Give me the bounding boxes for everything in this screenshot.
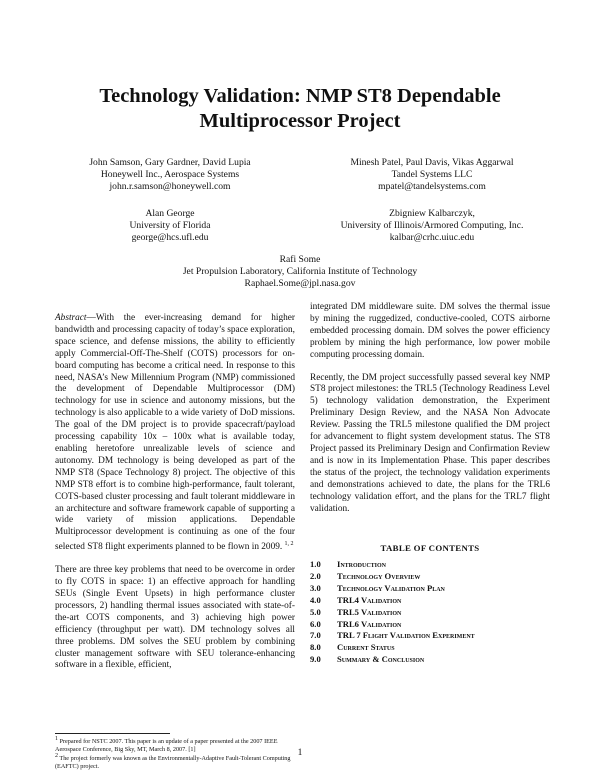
toc-item-number: 4.0 — [310, 594, 321, 605]
footnote-1 — [55, 736, 295, 753]
title-line-1: Technology Validation: NMP ST8 Dependable — [99, 85, 501, 107]
author-names: Minesh Patel, Paul Davis, Vikas Aggarwal — [350, 157, 514, 168]
toc-item[interactable] — [310, 654, 550, 666]
toc-item-number: 9.0 — [310, 654, 321, 665]
abstract-footnote-marks[interactable]: 1, 2 — [284, 541, 294, 548]
toc-item[interactable] — [310, 607, 550, 619]
toc-item-number: 8.0 — [310, 642, 321, 653]
abstract-paragraph — [55, 313, 295, 554]
toc-item[interactable] — [310, 559, 550, 571]
author-affiliation: Jet Propulsion Laboratory, California Institute of Technology — [182, 266, 418, 278]
title-line-2: Multiprocessor Project — [199, 110, 401, 132]
middleware-paragraph: integrated DM middleware suite. DM solves the thermal issue by mining the ruggedized, conductive-cooled, COTS airborne embedded processing domain. DM solves the power efficiency problem by mining the high performance, low power mobile computing processing domain. — [310, 302, 550, 360]
toc-item-label: Summary & Conclusion — [337, 654, 425, 665]
toc-heading: TABLE OF CONTENTS — [380, 543, 480, 553]
author-email[interactable]: mpatel@tandelsystems.com — [378, 181, 486, 193]
toc-item[interactable] — [310, 642, 550, 654]
author-names: Rafi Some — [279, 254, 321, 265]
author-affiliation: University of Illinois/Armored Computing, Inc. — [340, 220, 524, 232]
key-problems-paragraph: There are three key problems that need to be overcome in order to fly COTS in space: 1) an effective approach for handling SEUs (Single Event Upsets) in high performance cluster processors, 2) handling thermal issues associated with state-of-the-art COTS components, and 3) achieving high power efficiency (throughput per watt). DM technology solves all three problems. DM solves the SEU problem by combining cluster management software with SEU tolerance-enhancing software in a flexible, efficient, — [55, 565, 295, 671]
author-email[interactable]: kalbar@crhc.uiuc.edu — [389, 232, 475, 244]
page-number: 1 — [297, 748, 303, 758]
footnote-text: Prepared for NSTC 2007. This paper is an update of a paper presented at the 2007 IEEE Aerospace Conference, Big Sky, MT, March 8, 2007. [1] — [55, 738, 278, 753]
author-affiliation: University of Florida — [129, 220, 211, 232]
footnote-text: The project formerly was known as the Environmentally-Adaptive Fault-Tolerant Computing (EAFTC) project. — [55, 755, 291, 770]
toc-item-label: Technology Overview — [337, 570, 421, 581]
author-block-jpl — [170, 254, 430, 291]
footnote-mark: 1 — [55, 736, 58, 742]
toc-item[interactable] — [310, 571, 550, 583]
toc-item[interactable] — [310, 583, 550, 595]
table-of-contents — [310, 559, 550, 666]
toc-item-label: Introduction — [337, 559, 387, 569]
footnote-divider — [55, 733, 170, 734]
toc-item-number: 5.0 — [310, 606, 321, 617]
author-affiliation: Honeywell Inc., Aerospace Systems — [100, 169, 240, 181]
author-block-florida — [40, 208, 300, 245]
author-block-tandel — [302, 157, 562, 194]
toc-item-label: Current Status — [337, 642, 395, 653]
toc-item-label: TRL 7 Flight Validation Experiment — [337, 630, 475, 641]
toc-item[interactable] — [310, 630, 550, 642]
toc-item[interactable] — [310, 619, 550, 631]
toc-item-label: TRL5 Validation — [337, 606, 402, 617]
footnote-mark: 2 — [55, 753, 58, 760]
abstract-text: —With the ever-increasing demand for higher bandwidth and processing capacity of today’s space exploration, space science, and defense missions, the ability to efficiently apply Commercial-Off-The-Shelf (COTS) processors for on-board computing has become a critical need. In response to this need, NASA’s New Millennium Program (NMP) commissioned the development of Dependable Multiprocessor (DM) technology for use in science and autonomy missions, but the technology is also applicable to a wide variety of DoD missions. The goal of the DM project is to provide spacecraft/payload processing capability 10x – 100x what is available today, enabling heretofore unrealizable levels of science and autonomy. DM technology is being developed as part of the NMP ST8 (Space Technology 8) project. The objective of this NMP ST8 effort is to combine high-performance, fault tolerant, COTS-based cluster processing and fault tolerant middleware in an architecture and software framework capable of supporting a wide variety of mission applications. Dependable Multiprocessor development is continuing as one of the four selected ST8 flight experiments planned to be flown in 2009. — [55, 313, 295, 553]
author-names: John Samson, Gary Gardner, David Lupia — [89, 157, 251, 168]
toc-item-label: TRL6 Validation — [337, 618, 402, 629]
author-names: Alan George — [145, 208, 195, 219]
author-email[interactable]: john.r.samson@honeywell.com — [109, 181, 231, 193]
toc-item-number: 2.0 — [310, 570, 321, 581]
left-column — [55, 313, 295, 683]
author-email[interactable]: Raphael.Some@jpl.nasa.gov — [244, 278, 356, 290]
toc-item-number: 7.0 — [310, 630, 321, 641]
toc-item-number: 1.0 — [310, 559, 321, 569]
abstract-label: Abstract — [55, 313, 87, 323]
author-names: Zbigniew Kalbarczyk, — [389, 208, 475, 219]
right-column — [310, 302, 550, 526]
milestones-paragraph: Recently, the DM project successfully passed several key NMP ST8 project milestones: the TRL5 (Technology Readiness Level 5) technology validation demonstration, the Experiment Preliminary Design Review, and the NASA Non Advocate Review. Passing the TRL5 milestone qualified the DM project for advancement to flight system development status. The ST8 Project passed its Preliminary Design and Confirmation Review and is now in its Implementation Phase. This paper describes the status of the project, the technology validation experiments and demonstrations achieved to date, the plans for the TRL6 technology validation effort, and the plans for the TRL7 flight validation. — [310, 372, 550, 514]
footnotes — [55, 736, 295, 771]
toc-item-number: 3.0 — [310, 582, 321, 593]
author-block-illinois — [302, 208, 562, 245]
author-affiliation: Tandel Systems LLC — [391, 169, 473, 181]
paper-title — [60, 84, 540, 134]
author-block-honeywell — [40, 157, 300, 194]
author-email[interactable]: george@hcs.ufl.edu — [131, 232, 209, 244]
toc-item[interactable] — [310, 595, 550, 607]
toc-item-label: TRL4 Validation — [337, 594, 402, 605]
toc-item-label: Technology Validation Plan — [337, 582, 445, 593]
toc-item-number: 6.0 — [310, 618, 321, 629]
footnote-2 — [55, 753, 295, 770]
